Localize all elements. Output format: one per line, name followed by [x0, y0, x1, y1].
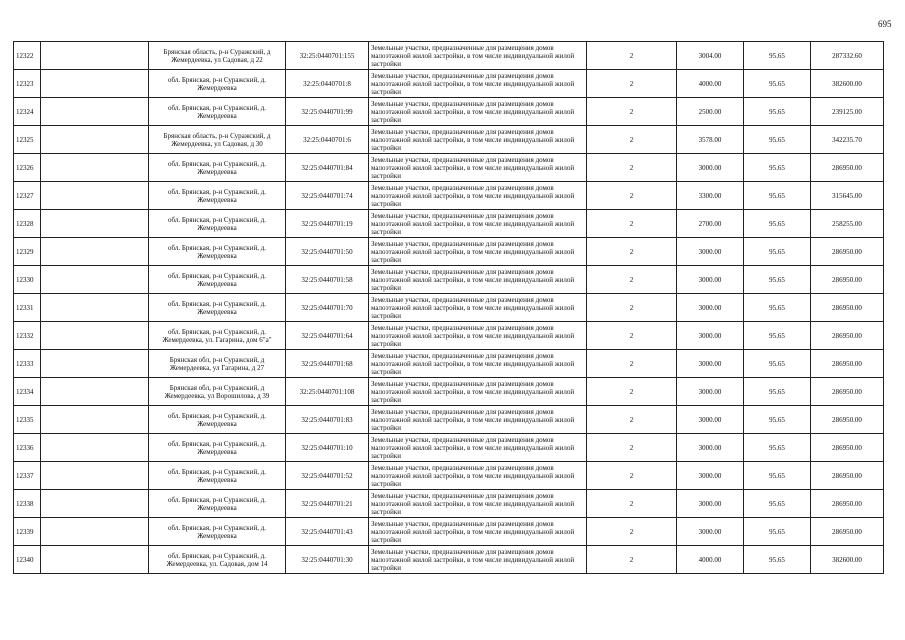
- table-row: [14, 434, 884, 462]
- cadastral-value-cell: 258255.00: [811, 210, 884, 238]
- cadastral-number-cell: 32:25:0440701:74: [286, 182, 369, 210]
- empty-cell: [41, 434, 149, 462]
- empty-cell: [41, 294, 149, 322]
- category-cell: 2: [587, 350, 677, 378]
- parcel-number-cell: 12333: [14, 350, 41, 378]
- table-row: [14, 378, 884, 406]
- parcel-number-cell: 12340: [14, 546, 41, 574]
- address-cell: обл. Брянская, р-н Суражский, д. Жемердеевка: [149, 266, 286, 294]
- cadastral-number-cell: 32:25:0440701:19: [286, 210, 369, 238]
- category-cell: 2: [587, 406, 677, 434]
- land-use-cell: Земельные участки, предназначенные для размещения домов малоэтажной жилой застройки, в том числе индивидуальной жилой застройки: [369, 98, 587, 126]
- category-cell: 2: [587, 98, 677, 126]
- cadastral-number-cell: 32:25:0440701:43: [286, 518, 369, 546]
- cadastral-number-cell: 32:25:0440701:30: [286, 546, 369, 574]
- rate-cell: 95.65: [744, 182, 811, 210]
- category-cell: 2: [587, 126, 677, 154]
- address-cell: обл. Брянская, р-н Суражский, д. Жемердеевка: [149, 70, 286, 98]
- rate-cell: 95.65: [744, 546, 811, 574]
- parcel-number-cell: 12336: [14, 434, 41, 462]
- empty-cell: [41, 210, 149, 238]
- area-cell: 3300.00: [677, 182, 744, 210]
- rate-cell: 95.65: [744, 322, 811, 350]
- parcel-number-cell: 12322: [14, 42, 41, 70]
- area-cell: 3000.00: [677, 154, 744, 182]
- land-use-cell: Земельные участки, предназначенные для размещения домов малоэтажной жилой застройки, в том числе индивидуальной жилой застройки: [369, 154, 587, 182]
- cadastral-value-cell: 315645.00: [811, 182, 884, 210]
- empty-cell: [41, 462, 149, 490]
- cadastral-value-cell: 286950.00: [811, 490, 884, 518]
- category-cell: 2: [587, 210, 677, 238]
- cadastral-value-cell: 286950.00: [811, 406, 884, 434]
- cadastral-number-cell: 32:25:0440701:58: [286, 266, 369, 294]
- address-cell: обл. Брянская, р-н Суражский, д. Жемердеевка: [149, 462, 286, 490]
- empty-cell: [41, 546, 149, 574]
- address-cell: обл. Брянская, р-н Суражский, д. Жемердеевка: [149, 518, 286, 546]
- cadastral-number-cell: 32:25:0440701:6: [286, 126, 369, 154]
- category-cell: 2: [587, 266, 677, 294]
- land-use-cell: Земельные участки, предназначенные для размещения домов малоэтажной жилой застройки, в том числе индивидуальной жилой застройки: [369, 378, 587, 406]
- cadastral-value-cell: 287332.60: [811, 42, 884, 70]
- rate-cell: 95.65: [744, 126, 811, 154]
- land-use-cell: Земельные участки, предназначенные для размещения домов малоэтажной жилой застройки, в том числе индивидуальной жилой застройки: [369, 462, 587, 490]
- category-cell: 2: [587, 182, 677, 210]
- cadastral-number-cell: 32:25:0440701:84: [286, 154, 369, 182]
- rate-cell: 95.65: [744, 350, 811, 378]
- land-use-cell: Земельные участки, предназначенные для размещения домов малоэтажной жилой застройки, в том числе индивидуальной жилой застройки: [369, 126, 587, 154]
- address-cell: обл. Брянская, р-н Суражский, д. Жемердеевка: [149, 154, 286, 182]
- area-cell: 3004.00: [677, 42, 744, 70]
- address-cell: обл. Брянская, р-н Суражский, д. Жемердеевка: [149, 406, 286, 434]
- rate-cell: 95.65: [744, 70, 811, 98]
- cadastral-number-cell: 32:25:0440701:108: [286, 378, 369, 406]
- cadastral-value-cell: 286950.00: [811, 462, 884, 490]
- empty-cell: [41, 406, 149, 434]
- cadastral-value-cell: 382600.00: [811, 546, 884, 574]
- table-row: [14, 154, 884, 182]
- cadastral-number-cell: 32:25:0440701:10: [286, 434, 369, 462]
- cadastral-value-cell: 286950.00: [811, 154, 884, 182]
- category-cell: 2: [587, 238, 677, 266]
- parcel-number-cell: 12335: [14, 406, 41, 434]
- parcel-number-cell: 12326: [14, 154, 41, 182]
- category-cell: 2: [587, 322, 677, 350]
- address-cell: Брянская обл, р-н Суражский, д Жемердеевка, ул Ворошилова, д 39: [149, 378, 286, 406]
- cadastral-number-cell: 32:25:0440701:83: [286, 406, 369, 434]
- table-row: [14, 98, 884, 126]
- rate-cell: 95.65: [744, 462, 811, 490]
- empty-cell: [41, 70, 149, 98]
- table-row: [14, 266, 884, 294]
- cadastral-number-cell: 32:25:0440701:21: [286, 490, 369, 518]
- cadastral-value-cell: 286950.00: [811, 238, 884, 266]
- land-registry-table: [13, 41, 884, 574]
- empty-cell: [41, 266, 149, 294]
- cadastral-value-cell: 382600.00: [811, 70, 884, 98]
- category-cell: 2: [587, 462, 677, 490]
- table-row: [14, 546, 884, 574]
- rate-cell: 95.65: [744, 98, 811, 126]
- cadastral-value-cell: 286950.00: [811, 518, 884, 546]
- rate-cell: 95.65: [744, 294, 811, 322]
- parcel-number-cell: 12323: [14, 70, 41, 98]
- address-cell: обл. Брянская, р-н Суражский, д. Жемердеевка, ул. Садовая, дом 14: [149, 546, 286, 574]
- land-use-cell: Земельные участки, предназначенные для размещения домов малоэтажной жилой застройки, в том числе индивидуальной жилой застройки: [369, 490, 587, 518]
- land-use-cell: Земельные участки, предназначенные для размещения домов малоэтажной жилой застройки, в том числе индивидуальной жилой застройки: [369, 210, 587, 238]
- land-use-cell: Земельные участки, предназначенные для размещения домов малоэтажной жилой застройки, в том числе индивидуальной жилой застройки: [369, 434, 587, 462]
- cadastral-value-cell: 239125.00: [811, 98, 884, 126]
- cadastral-value-cell: 342235.70: [811, 126, 884, 154]
- rate-cell: 95.65: [744, 42, 811, 70]
- table-row: [14, 238, 884, 266]
- empty-cell: [41, 238, 149, 266]
- table-row: [14, 210, 884, 238]
- area-cell: 3000.00: [677, 462, 744, 490]
- rate-cell: 95.65: [744, 490, 811, 518]
- land-use-cell: Земельные участки, предназначенные для размещения домов малоэтажной жилой застройки, в том числе индивидуальной жилой застройки: [369, 42, 587, 70]
- address-cell: Брянская обл, р-н Суражский, д Жемердеевка, ул Гагарина, д 27: [149, 350, 286, 378]
- category-cell: 2: [587, 42, 677, 70]
- category-cell: 2: [587, 434, 677, 462]
- empty-cell: [41, 490, 149, 518]
- category-cell: 2: [587, 378, 677, 406]
- rate-cell: 95.65: [744, 406, 811, 434]
- cadastral-number-cell: 32:25:0440701:155: [286, 42, 369, 70]
- table-row: [14, 462, 884, 490]
- table-body: [14, 42, 884, 574]
- area-cell: 3000.00: [677, 518, 744, 546]
- address-cell: обл. Брянская, р-н Суражский, д. Жемердеевка: [149, 210, 286, 238]
- area-cell: 3000.00: [677, 322, 744, 350]
- address-cell: Брянская область, р-н Суражский, д Жемердеевка, ул Садовая, д 30: [149, 126, 286, 154]
- cadastral-value-cell: 286950.00: [811, 322, 884, 350]
- parcel-number-cell: 12334: [14, 378, 41, 406]
- address-cell: Брянская область, р-н Суражский, д Жемердеевка, ул Садовая, д 22: [149, 42, 286, 70]
- parcel-number-cell: 12332: [14, 322, 41, 350]
- table-row: [14, 294, 884, 322]
- parcel-number-cell: 12337: [14, 462, 41, 490]
- land-use-cell: Земельные участки, предназначенные для размещения домов малоэтажной жилой застройки, в том числе индивидуальной жилой застройки: [369, 266, 587, 294]
- address-cell: обл. Брянская, р-н Суражский, д. Жемердеевка: [149, 238, 286, 266]
- rate-cell: 95.65: [744, 154, 811, 182]
- land-use-cell: Земельные участки, предназначенные для размещения домов малоэтажной жилой застройки, в том числе индивидуальной жилой застройки: [369, 350, 587, 378]
- cadastral-number-cell: 32:25:0440701:64: [286, 322, 369, 350]
- cadastral-number-cell: 32:25:0440701:68: [286, 350, 369, 378]
- parcel-number-cell: 12327: [14, 182, 41, 210]
- parcel-number-cell: 12325: [14, 126, 41, 154]
- cadastral-number-cell: 32:25:0440701:70: [286, 294, 369, 322]
- category-cell: 2: [587, 154, 677, 182]
- rate-cell: 95.65: [744, 378, 811, 406]
- address-cell: обл. Брянская, р-н Суражский, д. Жемердеевка: [149, 490, 286, 518]
- table-row: [14, 406, 884, 434]
- page-number: 695: [878, 19, 892, 29]
- empty-cell: [41, 322, 149, 350]
- table-row: [14, 350, 884, 378]
- table-row: [14, 126, 884, 154]
- area-cell: 3000.00: [677, 490, 744, 518]
- rate-cell: 95.65: [744, 210, 811, 238]
- area-cell: 3000.00: [677, 266, 744, 294]
- cadastral-value-cell: 286950.00: [811, 350, 884, 378]
- parcel-number-cell: 12330: [14, 266, 41, 294]
- table-row: [14, 182, 884, 210]
- land-use-cell: Земельные участки, предназначенные для размещения домов малоэтажной жилой застройки, в том числе индивидуальной жилой застройки: [369, 322, 587, 350]
- category-cell: 2: [587, 518, 677, 546]
- cadastral-number-cell: 32:25:0440701:50: [286, 238, 369, 266]
- area-cell: 2500.00: [677, 98, 744, 126]
- rate-cell: 95.65: [744, 266, 811, 294]
- empty-cell: [41, 378, 149, 406]
- area-cell: 4000.00: [677, 546, 744, 574]
- empty-cell: [41, 42, 149, 70]
- area-cell: 4000.00: [677, 70, 744, 98]
- parcel-number-cell: 12331: [14, 294, 41, 322]
- empty-cell: [41, 182, 149, 210]
- address-cell: обл. Брянская, р-н Суражский, д. Жемердеевка: [149, 294, 286, 322]
- land-use-cell: Земельные участки, предназначенные для размещения домов малоэтажной жилой застройки, в том числе индивидуальной жилой застройки: [369, 238, 587, 266]
- cadastral-value-cell: 286950.00: [811, 294, 884, 322]
- area-cell: 3578.00: [677, 126, 744, 154]
- cadastral-number-cell: 32:25:0440701:52: [286, 462, 369, 490]
- rate-cell: 95.65: [744, 238, 811, 266]
- land-use-cell: Земельные участки, предназначенные для размещения домов малоэтажной жилой застройки, в том числе индивидуальной жилой застройки: [369, 70, 587, 98]
- category-cell: 2: [587, 294, 677, 322]
- empty-cell: [41, 350, 149, 378]
- area-cell: 3000.00: [677, 238, 744, 266]
- cadastral-number-cell: 32:25:0440701:99: [286, 98, 369, 126]
- rate-cell: 95.65: [744, 434, 811, 462]
- address-cell: обл. Брянская, р-н Суражский, д. Жемердеевка: [149, 98, 286, 126]
- land-use-cell: Земельные участки, предназначенные для размещения домов малоэтажной жилой застройки, в том числе индивидуальной жилой застройки: [369, 518, 587, 546]
- cadastral-value-cell: 286950.00: [811, 434, 884, 462]
- land-use-cell: Земельные участки, предназначенные для размещения домов малоэтажной жилой застройки, в том числе индивидуальной жилой застройки: [369, 182, 587, 210]
- area-cell: 3000.00: [677, 434, 744, 462]
- address-cell: обл. Брянская, р-н Суражский, д. Жемердеевка, ул. Гагарина, дом 6"а": [149, 322, 286, 350]
- empty-cell: [41, 98, 149, 126]
- parcel-number-cell: 12329: [14, 238, 41, 266]
- parcel-number-cell: 12328: [14, 210, 41, 238]
- land-use-cell: Земельные участки, предназначенные для размещения домов малоэтажной жилой застройки, в том числе индивидуальной жилой застройки: [369, 294, 587, 322]
- table-row: [14, 42, 884, 70]
- table-row: [14, 322, 884, 350]
- area-cell: 3000.00: [677, 406, 744, 434]
- empty-cell: [41, 518, 149, 546]
- land-use-cell: Земельные участки, предназначенные для размещения домов малоэтажной жилой застройки, в том числе индивидуальной жилой застройки: [369, 406, 587, 434]
- category-cell: 2: [587, 546, 677, 574]
- table-row: [14, 518, 884, 546]
- category-cell: 2: [587, 70, 677, 98]
- area-cell: 3000.00: [677, 294, 744, 322]
- empty-cell: [41, 126, 149, 154]
- table-row: [14, 70, 884, 98]
- address-cell: обл. Брянская, р-н Суражский, д. Жемердеевка: [149, 182, 286, 210]
- area-cell: 3000.00: [677, 350, 744, 378]
- parcel-number-cell: 12324: [14, 98, 41, 126]
- parcel-number-cell: 12339: [14, 518, 41, 546]
- empty-cell: [41, 154, 149, 182]
- land-use-cell: Земельные участки, предназначенные для размещения домов малоэтажной жилой застройки, в том числе индивидуальной жилой застройки: [369, 546, 587, 574]
- cadastral-value-cell: 286950.00: [811, 266, 884, 294]
- table-row: [14, 490, 884, 518]
- area-cell: 2700.00: [677, 210, 744, 238]
- cadastral-number-cell: 32:25:0440701:8: [286, 70, 369, 98]
- address-cell: обл. Брянская, р-н Суражский, д. Жемердеевка: [149, 434, 286, 462]
- parcel-number-cell: 12338: [14, 490, 41, 518]
- rate-cell: 95.65: [744, 518, 811, 546]
- cadastral-value-cell: 286950.00: [811, 378, 884, 406]
- category-cell: 2: [587, 490, 677, 518]
- area-cell: 3000.00: [677, 378, 744, 406]
